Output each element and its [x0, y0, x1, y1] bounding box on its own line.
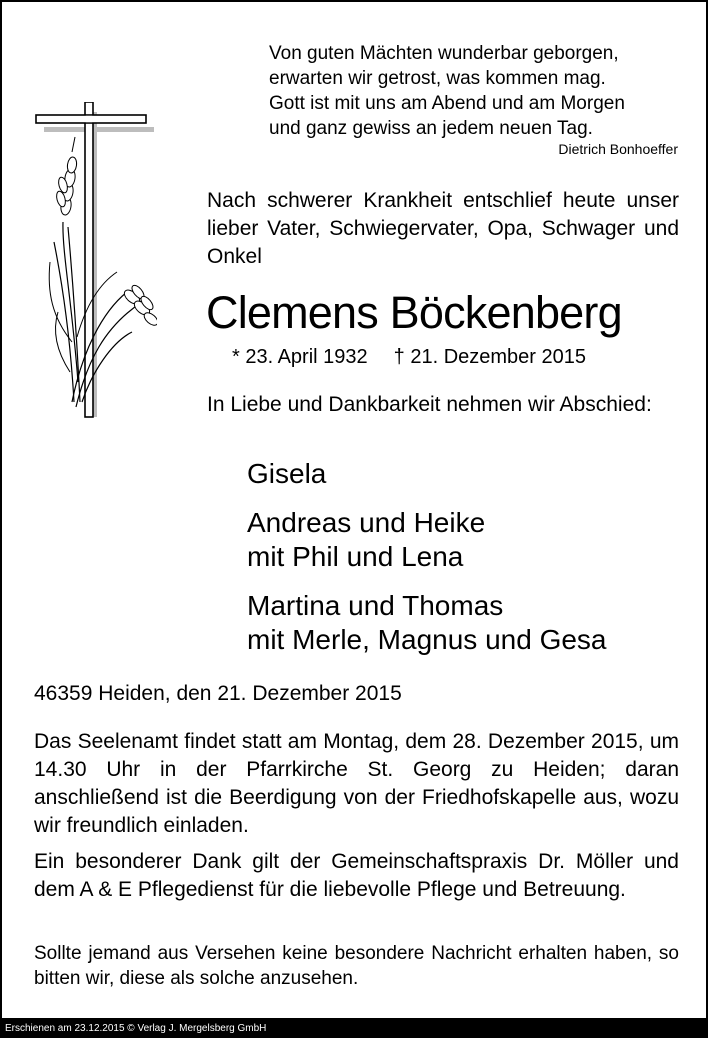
mourner-line: Martina und Thomas	[247, 590, 504, 621]
mourner-group	[247, 457, 697, 491]
poem-line: erwarten wir getrost, was kommen mag.	[269, 68, 606, 89]
deceased-name: Clemens Böckenberg	[206, 287, 622, 338]
notice-text: Sollte jemand aus Versehen keine besondere Nachricht erhalten haben, so bitten wir, diese als solche anzusehen.	[34, 943, 679, 989]
mourner-line: Gisela	[247, 458, 327, 489]
farewell-text: In Liebe und Dankbarkeit nehmen wir Abschied:	[207, 393, 652, 416]
thanks-text: Ein besonderer Dank gilt der Gemeinschaftspraxis Dr. Möller und dem A & E Pflegedienst für die liebevolle Pflege und Betreuung.	[34, 850, 679, 901]
poem-line: Gott ist mit uns am Abend und am Morgen	[269, 93, 625, 114]
mourner-group	[247, 589, 697, 657]
mourners-list	[247, 457, 697, 672]
death-date: † 21. Dezember 2015	[393, 346, 586, 368]
poem-author: Dietrich Bonhoeffer	[558, 141, 678, 157]
mourner-line: mit Merle, Magnus und Gesa	[247, 624, 607, 655]
publication-footer: Erschienen am 23.12.2015 © Verlag J. Mergelsberg GmbH	[0, 1020, 708, 1038]
intro-text: Nach schwerer Krankheit entschlief heute unser lieber Vater, Schwiegervater, Opa, Schwager und Onkel	[207, 189, 679, 268]
poem-line: und ganz gewiss an jedem neuen Tag.	[269, 118, 593, 139]
cross-with-wheat-icon	[32, 102, 157, 422]
poem	[269, 41, 689, 141]
mourner-line: mit Phil und Lena	[247, 541, 464, 572]
place-date: 46359 Heiden, den 21. Dezember 2015	[34, 682, 402, 705]
life-dates	[232, 344, 682, 370]
mourner-group	[247, 506, 697, 574]
poem-line: Von guten Mächten wunderbar geborgen,	[269, 43, 619, 64]
service-info: Das Seelenamt findet statt am Montag, dem 28. Dezember 2015, um 14.30 Uhr in der Pfarrkirche St. Georg zu Heiden; daran anschließend ist die Beerdigung von der Friedhofskapelle aus, wozu wir freundlich einladen.	[34, 730, 679, 837]
mourner-line: Andreas und Heike	[247, 507, 486, 538]
birth-date: * 23. April 1932	[232, 346, 368, 368]
